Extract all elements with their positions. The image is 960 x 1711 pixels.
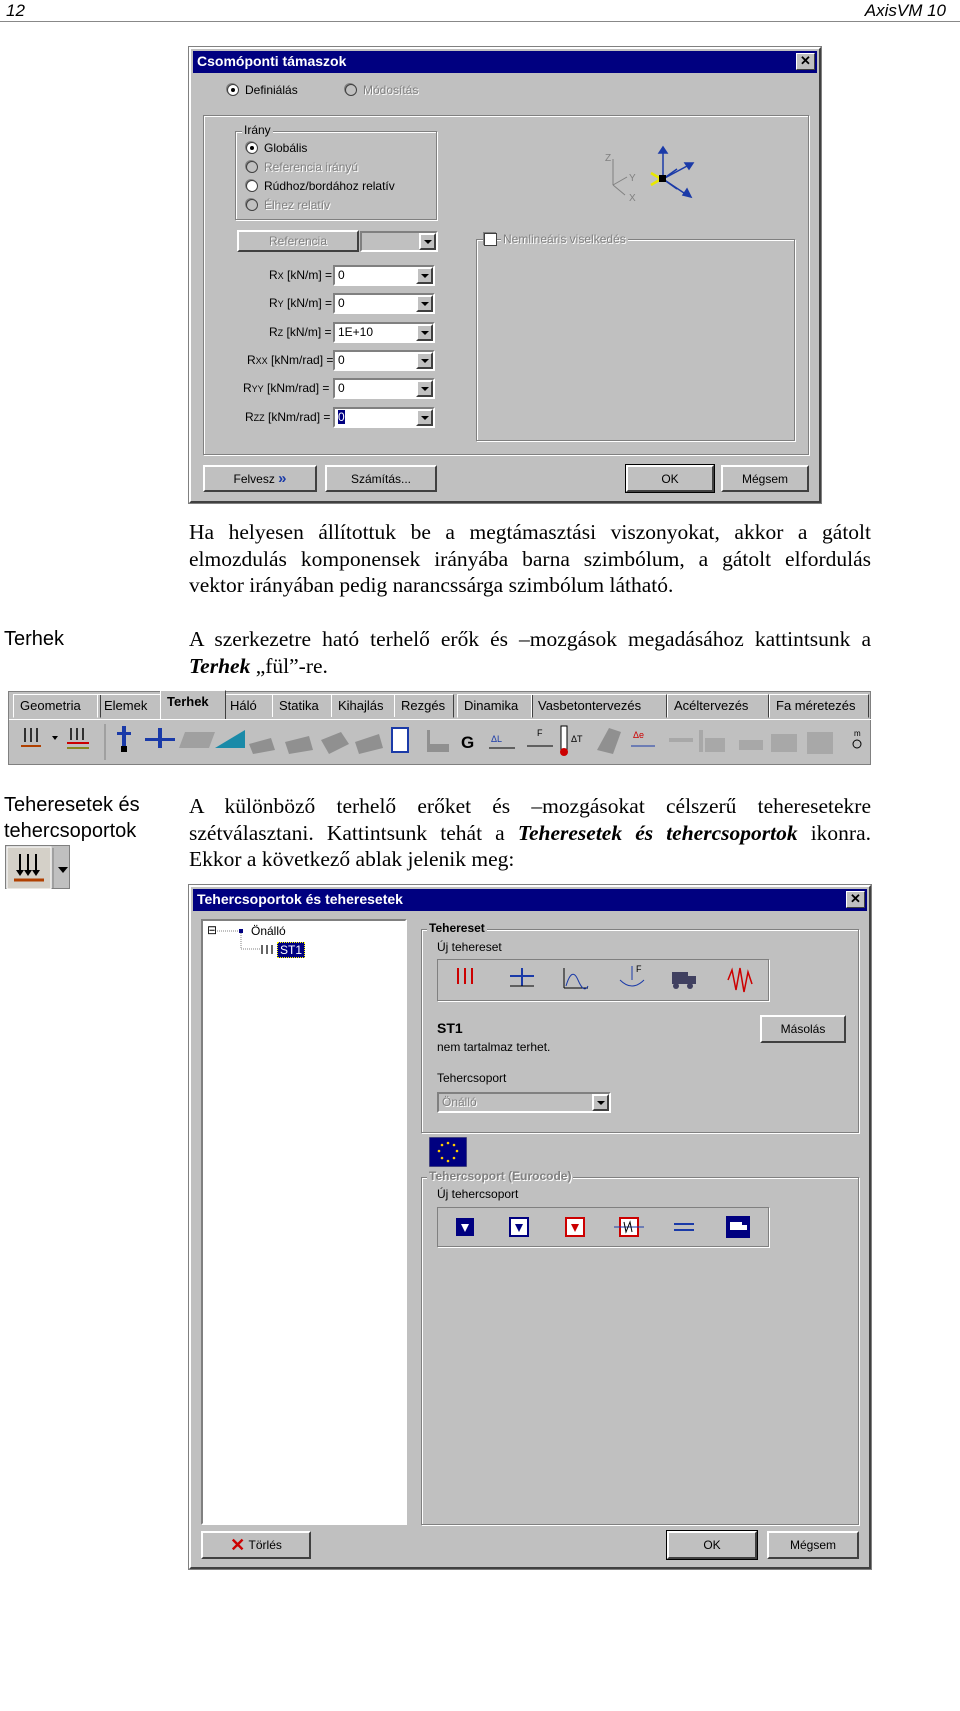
paragraph-symbols: Ha helyesen állítottuk be a megtámasztási viszonyokat, akkor a gátolt elmozdulás komponensek irányába barna szimbólum, a gátolt elfordulás vektor irányában pedig narancssárga szimbólum látható. — [189, 520, 871, 597]
tab-kihajlas[interactable]: Kihajlás — [331, 694, 395, 718]
ribbon-toolbar — [8, 691, 871, 765]
tab-fa-meretezes[interactable]: Fa méretezés — [769, 694, 869, 718]
mode-define-radio[interactable] — [227, 84, 239, 96]
fault-load-icon — [597, 728, 621, 754]
eccentric-load-icon — [631, 730, 655, 746]
rzz-label: RZZ [kNm/rad] = — [245, 410, 331, 424]
pick-button[interactable] — [203, 465, 317, 492]
pick-button-label: Felvesz — [233, 471, 275, 486]
svg-text:Z: Z — [605, 153, 612, 164]
ry-label: RY [kN/m] = — [269, 296, 333, 310]
reference-combo[interactable] — [360, 231, 438, 252]
variable-group-icon — [510, 1218, 528, 1236]
dir-reference-radio[interactable] — [246, 161, 258, 173]
static-load-case-icon — [458, 968, 472, 984]
dir-edge-label: Élhez relatív — [264, 198, 331, 212]
tree-expander-icon[interactable]: ⊟ — [207, 923, 218, 937]
new-loadgroup-toolbar — [437, 1207, 769, 1247]
force-icon — [527, 728, 553, 746]
rz-label: RZ [kN/m] = — [269, 325, 332, 339]
calculate-button[interactable]: Számítás... — [325, 465, 437, 492]
close-icon[interactable]: ✕ — [846, 891, 865, 908]
dynamic-load-icon — [728, 968, 752, 992]
load-case-icon — [259, 943, 275, 957]
line-load-icon — [179, 732, 215, 748]
dir-edge-radio[interactable] — [246, 199, 258, 211]
direction-group-label: Irány — [244, 123, 271, 137]
page-header — [0, 0, 960, 22]
chevron-down-icon[interactable] — [416, 324, 433, 341]
disabled-load-icons — [669, 730, 833, 754]
delete-button-label: Törlés — [248, 1538, 282, 1552]
delete-icon: ✕ — [230, 1534, 246, 1555]
support-dialog-titlebar — [193, 51, 817, 73]
dropdown-arrow-icon — [52, 736, 58, 740]
page-number: 12 — [6, 1, 25, 20]
copy-button[interactable]: Másolás — [760, 1015, 846, 1043]
tab-elemek[interactable]: Elemek — [97, 694, 163, 718]
axes-icon — [601, 145, 701, 205]
mode-modify-label: Módosítás — [363, 83, 419, 97]
tab-dinamika[interactable]: Dinamika — [457, 694, 533, 718]
chevron-down-icon[interactable] — [416, 352, 433, 369]
chevron-down-icon[interactable] — [416, 409, 433, 426]
new-loadcase-toolbar — [437, 959, 769, 1001]
rxx-label: RXX [kNm/rad] = — [247, 353, 334, 367]
tab-halo[interactable]: Háló — [223, 694, 273, 718]
loadgroup-label: Tehercsoport — [437, 1071, 507, 1085]
temperature-icon — [560, 726, 583, 756]
ok-button[interactable]: OK — [626, 465, 714, 492]
load-cases-icon — [6, 846, 71, 890]
dir-beam-radio[interactable] — [246, 180, 258, 192]
reference-button[interactable]: Referencia — [237, 230, 359, 252]
ry-input[interactable]: 0 — [333, 293, 435, 314]
ok-button[interactable]: OK — [667, 1531, 757, 1559]
paragraph-loads-tab: A szerkezetre ható terhelő erők és –mozgások megadásához kattintsunk a Terhek „fül”-re. — [189, 627, 871, 678]
svg-text:m: m — [854, 729, 861, 738]
mass-icon — [853, 729, 861, 748]
mode-modify-radio[interactable] — [345, 84, 357, 96]
rxx-input[interactable]: 0 — [333, 350, 435, 371]
seismic-load-case-icon — [510, 968, 534, 986]
dir-reference-label: Referencia irányú — [264, 160, 359, 174]
side-label-loads: Terhek — [4, 628, 65, 650]
rz-input[interactable]: 1E+10 — [333, 322, 435, 343]
dir-global-label: Globális — [264, 141, 308, 155]
new-loadgroup-label: Új tehercsoport — [437, 1187, 519, 1201]
loadgroup-combo[interactable]: Önálló — [437, 1092, 611, 1113]
load-groups-icon — [67, 728, 89, 748]
tab-aceltervezes[interactable]: Acéltervezés — [667, 694, 769, 718]
case-name: ST1 — [437, 1020, 463, 1036]
tab-statika[interactable]: Statika — [272, 694, 332, 718]
rx-label: RX [kN/m] = — [269, 268, 333, 282]
tab-terhek[interactable]: Terhek — [160, 690, 226, 719]
chevron-down-icon[interactable] — [416, 380, 433, 397]
tab-vasbetontervezes[interactable]: Vasbetontervezés — [531, 694, 667, 718]
svg-text:F: F — [537, 728, 543, 738]
response-spectrum-icon — [564, 968, 588, 989]
pushover-icon — [620, 964, 644, 986]
moving-load-icon — [672, 972, 696, 989]
eurocode-group-label: Tehercsoport (Eurocode) — [429, 1169, 572, 1183]
loadcase-dialog-title: Tehercsoportok és teheresetek — [197, 891, 403, 907]
svg-text:ΔT: ΔT — [571, 734, 583, 744]
svg-text:X: X — [629, 193, 636, 204]
loadcase-dialog — [189, 885, 871, 1569]
svg-text:F: F — [636, 964, 642, 974]
moving-group-icon — [726, 1216, 750, 1238]
nonlinear-checkbox[interactable] — [484, 233, 497, 246]
length-change-icon — [489, 734, 515, 748]
tab-rezges[interactable]: Rezgés — [394, 694, 454, 718]
load-cases-icon — [21, 728, 41, 746]
mode-define-label: Definiálás — [245, 83, 298, 97]
dir-beam-label: Rúdhoz/bordához relatív — [264, 179, 395, 193]
chevron-down-icon[interactable] — [419, 233, 436, 250]
self-weight-icon: G — [461, 733, 475, 752]
load-cases-button[interactable] — [5, 845, 70, 889]
support-dialog — [189, 47, 821, 503]
tab-row — [9, 692, 872, 720]
svg-text:Δe: Δe — [633, 730, 645, 740]
ryy-label: RYY [kNm/rad] = — [243, 381, 330, 395]
delete-button[interactable] — [201, 1531, 311, 1559]
ryy-input[interactable]: 0 — [333, 378, 435, 399]
double-chevron-icon: » — [278, 470, 287, 487]
svg-text:ΔL: ΔL — [491, 734, 503, 744]
chevron-down-icon[interactable] — [592, 1094, 609, 1111]
case-description: nem tartalmaz terhet. — [437, 1040, 551, 1054]
cancel-button[interactable]: Mégsem — [767, 1531, 859, 1559]
panel-select-icon — [392, 728, 408, 752]
temperature-group-icon — [674, 1224, 694, 1230]
eu-flag-icon[interactable] — [429, 1137, 467, 1167]
tree-item-st1[interactable]: ST1 — [277, 942, 305, 958]
svg-text:Y: Y — [629, 173, 636, 184]
new-loadcase-label: Új tehereset — [437, 940, 502, 954]
side-label-loadcases-1: Teheresetek és — [4, 794, 140, 816]
dir-global-radio[interactable] — [246, 142, 258, 154]
accidental-group-icon — [566, 1218, 584, 1236]
paragraph-loadcases: A különböző terhelő erőket és –mozgásokat célszerű teheresetekre szétválasztani. Kattintsunk tehát a Teheresetek és tehercsoportok ikonra. Ekkor a következő ablak jelenik meg: — [189, 794, 871, 871]
tool-icons — [9, 720, 872, 764]
loadcase-dialog-titlebar — [193, 889, 867, 911]
support-dialog-title: Csomóponti támaszok — [197, 53, 347, 69]
cancel-button[interactable]: Mégsem — [721, 465, 809, 492]
chevron-down-icon[interactable] — [416, 295, 433, 312]
beam-load-icon — [145, 728, 175, 748]
loadcase-tree[interactable] — [201, 919, 407, 1525]
nonlinear-label: Nemlineáris viselkedés — [503, 232, 626, 246]
panel-load-icons — [249, 732, 383, 754]
product-name: AxisVM 10 — [864, 1, 946, 20]
nonlinear-group — [476, 239, 795, 441]
tab-geometria[interactable]: Geometria — [13, 694, 101, 718]
tree-root[interactable]: Önálló — [251, 924, 286, 938]
chevron-down-icon[interactable] — [416, 267, 433, 284]
rzz-input[interactable]: 0 — [333, 407, 435, 428]
side-label-loadcases-2: tehercsoportok — [4, 820, 137, 842]
seismic-group-icon — [614, 1218, 644, 1236]
surface-load-icon — [215, 730, 245, 748]
close-icon[interactable]: ✕ — [796, 53, 815, 70]
permanent-group-icon — [456, 1218, 474, 1236]
nodal-load-icon — [117, 726, 131, 752]
rx-input[interactable]: 0 — [333, 265, 435, 286]
loadcase-group-label: Tehereset — [429, 921, 485, 935]
edge-load-icon — [427, 730, 449, 752]
